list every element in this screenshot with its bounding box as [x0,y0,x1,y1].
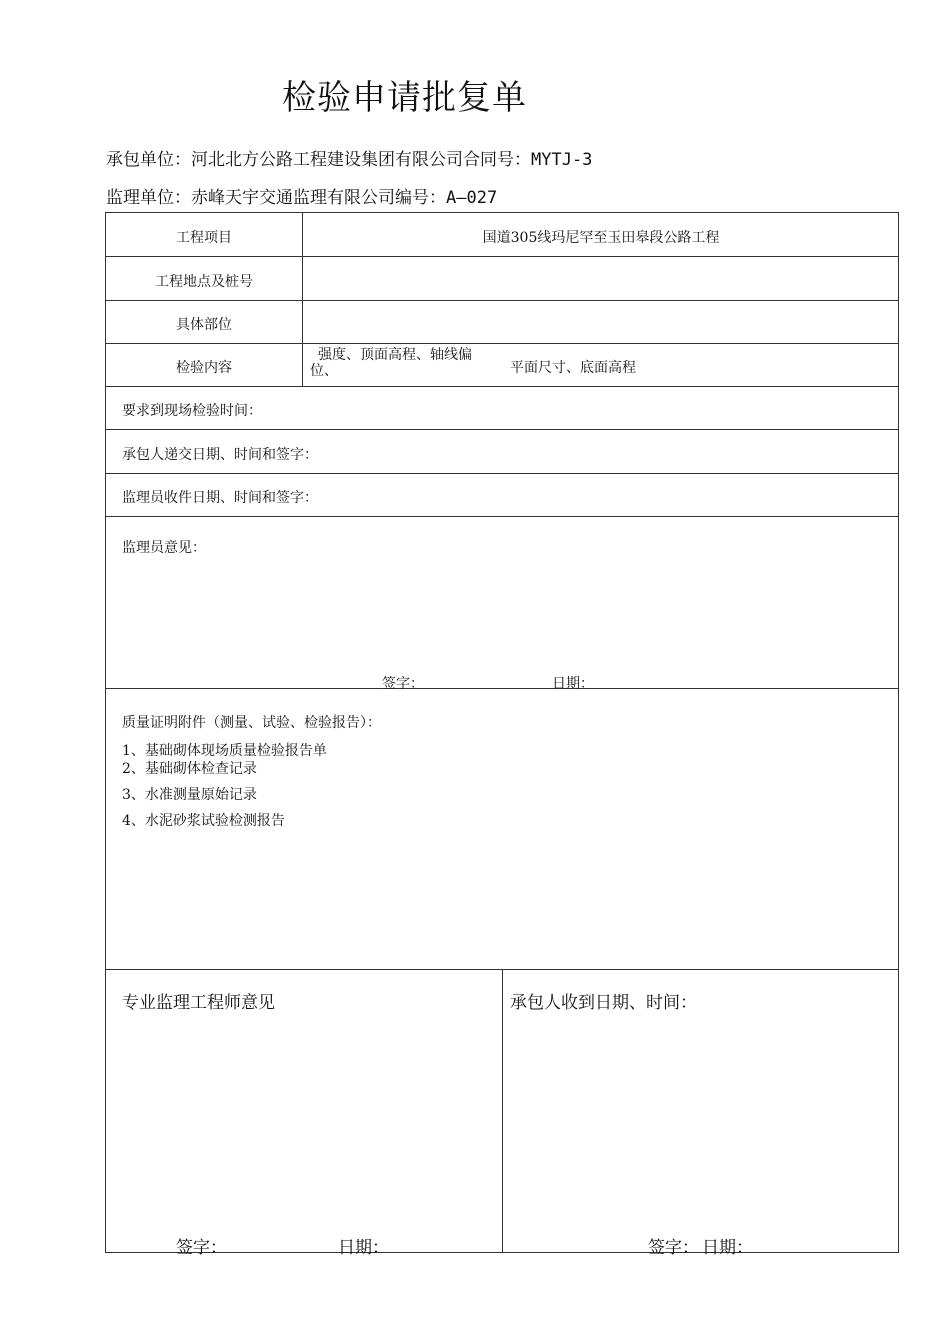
document-title: 检验申请批复单 [282,78,527,118]
column-divider [302,213,303,386]
column-divider [502,969,503,1253]
supervisor-opinion-label: 监理员意见： [122,540,206,556]
row-divider [106,429,898,430]
supervisor-date-label: 日期： [552,676,594,692]
row-divider [106,516,898,517]
contractor-received-label: 承包人收到日期、时间： [510,993,697,1013]
attachment-item: 4、水泥砂浆试验检测报告 [122,813,285,829]
row-divider [106,343,898,344]
engineer-sign-label: 签字： [176,1238,227,1258]
engineer-date-label: 日期： [338,1238,389,1258]
row-divider [106,300,898,301]
inspection-form [105,212,899,1258]
contract-no: MYTJ-3 [531,150,593,170]
project-label: 工程项目 [176,230,232,246]
supervisor-receive-label: 监理员收件日期、时间和签字： [122,490,318,506]
contractor-date-label: 日期： [702,1238,753,1258]
attachment-item: 2、基础砌体检查记录 [122,761,257,777]
row-divider [106,473,898,474]
document-number: A—027 [446,188,498,208]
row-divider [106,386,898,387]
attachment-item: 3、水准测量原始记录 [122,787,257,803]
attachment-item: 1、基础砌体现场质量检验报告单 [122,743,327,759]
supervisor-line [106,183,497,208]
part-label: 具体部位 [176,317,232,333]
contractor-label: 承包单位： [106,150,191,170]
row-divider [106,688,898,689]
supervisor-sign-label: 签字： [382,676,424,692]
inspection-content-label: 检验内容 [176,360,232,376]
contract-no-label: 合同号： [463,150,531,170]
supervisor-company: 赤峰天宇交通监理有限公司 [191,188,395,208]
supervisor-label: 监理单位： [106,188,191,208]
location-label: 工程地点及桩号 [155,274,253,290]
number-label: 编号： [395,188,446,208]
engineer-opinion-label: 专业监理工程师意见 [122,993,275,1013]
contractor-line [106,145,592,170]
inspection-value-left-line2: 位、 [310,363,338,379]
contractor-sign-label: 签字： [648,1238,699,1258]
required-time-label: 要求到现场检验时间： [122,403,262,419]
project-value: 国道305线玛尼罕至玉田皋段公路工程 [482,230,720,246]
contractor-submit-label: 承包人递交日期、时间和签字： [122,447,318,463]
attachments-title: 质量证明附件（测量、试验、检验报告）： [122,715,381,731]
inspection-value-left-line1: 强度、顶面高程、轴线偏 [318,347,472,363]
row-divider [106,256,898,257]
contractor-company: 河北北方公路工程建设集团有限公司 [191,150,463,170]
inspection-value-right: 平面尺寸、底面高程 [510,360,636,376]
